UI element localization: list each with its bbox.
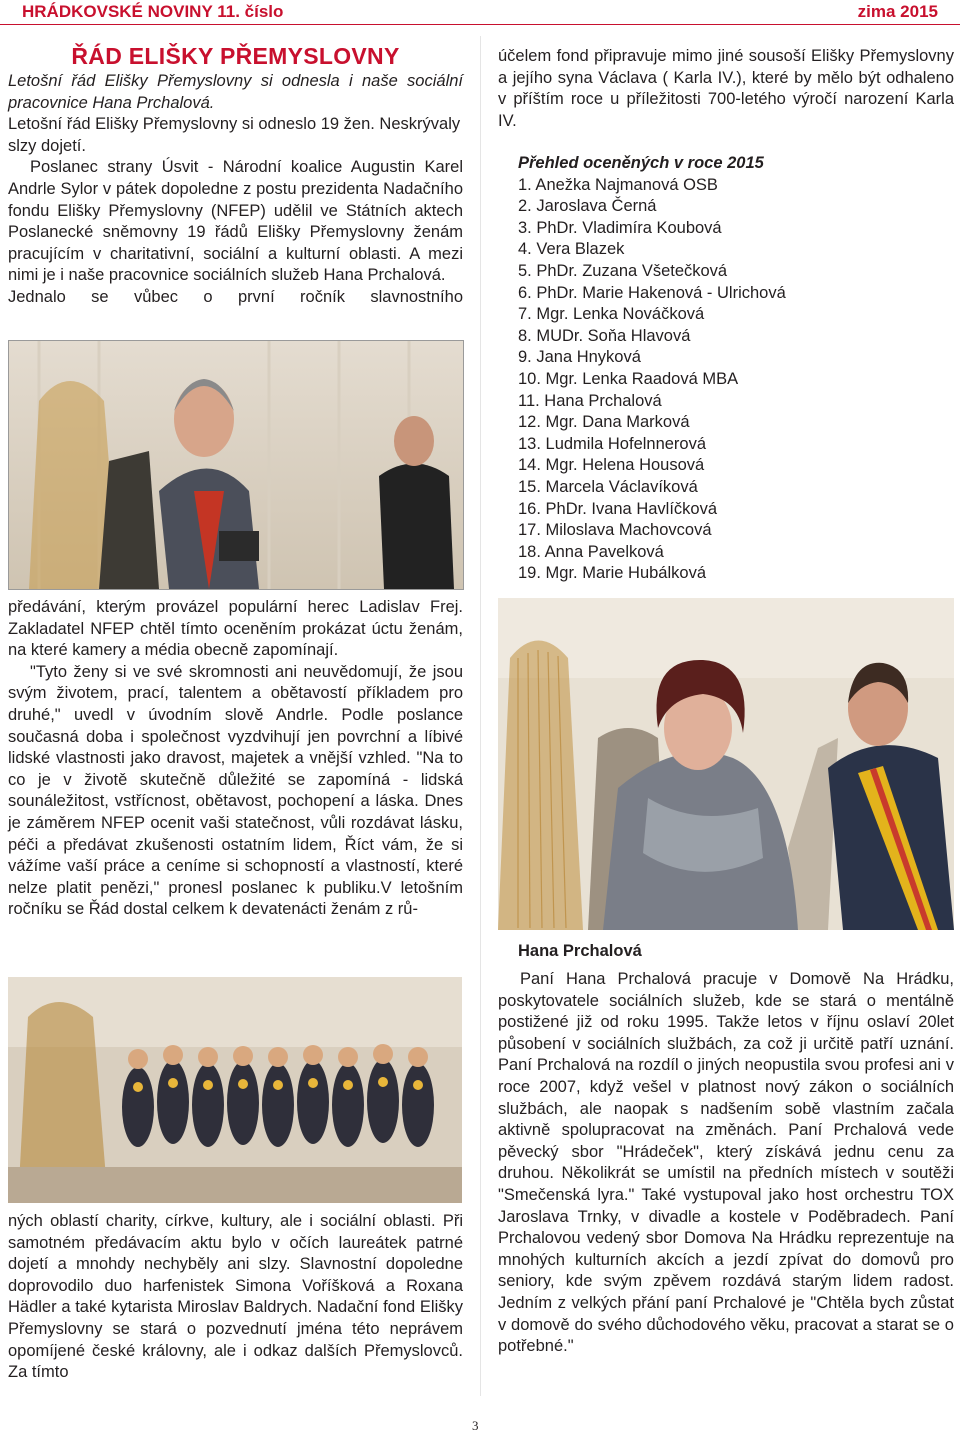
paragraph-continued: účelem fond připravuje mimo jiné sousoší Elišky Přemyslovny a jejího syna Václava ( Karla IV.), které by mělo být odhaleno v příštím roce u příležitosti 700-letého výročí narození Karla IV. [498,47,954,130]
list-item: 13. Ludmila Hofelnnerová [518,434,707,453]
caption-name: Hana Prchalová [518,942,642,960]
list-item: 5. PhDr. Zuzana Všetečková [518,261,728,280]
paragraph-1: Letošní řád Elišky Přemyslovny si odneslo 19 žen. Neskrývaly slzy dojetí. [8,115,461,155]
list-item: 2. Jaroslava Černá [518,197,657,216]
article-lead: Letošní řád Elišky Přemyslovny si odnesla i naše sociální pracovnice Hana Prchalová. [8,72,463,112]
list-item: 18. Anna Pavelková [518,542,664,561]
list-item: 6. PhDr. Marie Hakenová - Ulrichová [518,283,786,302]
list-item: 15. Marcela Václavíková [518,477,698,496]
list-item: 14. Mgr. Helena Housová [518,456,705,475]
list-item: 9. Jana Hnyková [518,348,641,367]
awardees-title: Přehled oceněných v roce 2015 [518,154,764,172]
list-item: 3. PhDr. Vladimíra Koubová [518,218,722,237]
photo-award-handover [8,340,464,590]
photo-hana-prchalova [498,598,954,930]
list-item: 4. Vera Blazek [518,240,625,259]
list-item: 8. MUDr. Soňa Hlavová [518,326,691,345]
list-item: 16. PhDr. Ivana Havlíčková [518,499,718,518]
awardees-list-block [518,153,938,585]
list-item: 19. Mgr. Marie Hubálková [518,564,707,583]
list-item: 11. Hana Prchalová [518,391,662,410]
page-number: 3 [472,1418,479,1433]
paragraph-3-end: předávání, kterým provázel populární herec Ladislav Frej. Zakladatel NFEP chtěl tímto oceněním prokázat úctu ženám, na které kamery a média obecně zapomínají. [8,598,463,660]
left-column-top [8,71,463,309]
list-item: 17. Miloslava Machovcová [518,521,712,540]
paragraph-5: ných oblastí charity, církve, kultury, ale i sociální oblasti. Při samotném předávacím aktu bylo v očích laureátek patrné dojetí a mnohdy nechyběly ani slzy. Slavnostní dopoledne doprovodilo duo harfenistek Simona Voříšková a Roxana Hädler a také kytarista Miroslav Baldrych. Nadační fond Elišky Přemyslovny se stará o pozvednutí jména této neprávem opomíjené české královny, ale i odkaz dalších Přemyslovců. Za tímto [8,1212,463,1382]
paragraph-4: "Tyto ženy si ve své skromnosti ani neuvědomují, že jsou svým životem, prací, talentem a obětavostí příkladem pro druhé," uvedl v úvodním slově Andrle. Podle poslance současná doba i společnost vyzdvihují jen povrchní a líbivé lidské vlastnosti jako dravost, majetek a vnější vzhled. "Na to co je v životě skutečně důležité se zapomíná - lidská sounáležitost, vstřícnost, obětavost, pochopení a láska. Dnes je záměrem NFEP ocenit vaši statečnost, vůli rozdávat lásku, péči a předávat zkušenosti ostatním lidem, Říct vám, že si vážíme vaší práce a ceníme si schopností a vlastností, které nelze platit penězi," pronesl poslanec k publiku.V letošním ročníku se Řád dostal celkem k devatenácti ženám z rů- [8,662,463,919]
list-item: 12. Mgr. Dana Marková [518,413,690,432]
paragraph-3-start: Jednalo se vůbec o první ročník slavnostního [8,287,463,306]
right-column-bottom [498,969,954,1358]
profile-text: Paní Hana Prchalová pracuje v Domově Na Hrádku, poskytovatele sociálních služeb, kde se stará o mentálně postižené již od roku 1995. Takže letos v říjnu oslaví 20let působení v sociálních službách, za což ji určitě patří uznání. Paní Prchalová na rozdíl o jiných neopustila svou profesi ani v roce 2007, když vešel v platnost nový zákon o sociálních službách, ale naopak s nadšením sobě vlastním začala aktivně spolupracovat na změnách. Paní Prchalová vede pěvecký sbor "Hrádeček", který získává jednu cenu za druhou. Několikrát se umístil na předních místech v soutěži "Smečenská lyra." Také vystupoval jako host orchestru TOX Jaroslava Trnky, v divadle a kostele v Poděbradech. Paní Prchalovou vedený sbor Domova Na Hrádku reprezentuje na mnohých kulturních akcích a jezdí zpívat do domovů pro seniory, kde svým zpěvem rozdává starým lidem radost. Jedním z velkých přání paní Prchalové je "Chtěla bych zůstat v domově do svého důchodového věku, pracovat a starat se o potřebné." [498,970,954,1356]
list-item: 1. Anežka Najmanová OSB [518,175,718,194]
paragraph-2: Poslanec strany Úsvit - Národní koalice Augustin Karel Andrle Sylor v pátek dopoledne z postu prezidenta Nadačního fondu Elišky Přemyslovny (NFEP) udělil ve Státních aktech Poslanecké sněmovny 19 řádů Elišky Přemyslovny ženám pracujícím v charitativní, sociální a kulturní oblasti. A mezi nimi je i naše pracovnice sociálních služeb Hana Prchalová. [8,158,463,285]
photo-group-awardees [8,977,462,1203]
list-item: 7. Mgr. Lenka Nováčková [518,305,705,324]
photo-caption [518,941,938,963]
right-column-top [498,46,954,132]
issue-season: zima 2015 [857,2,938,21]
column-divider [480,36,481,1396]
awardees-list [518,175,938,585]
article-title: ŘÁD ELIŠKY PŘEMYSLOVNY [71,43,400,69]
newspaper-title: HRÁDKOVSKÉ NOVINY 11. číslo [22,2,284,21]
left-column-middle [8,597,463,921]
list-item: 10. Mgr. Lenka Raadová MBA [518,369,739,388]
page-header [0,0,960,25]
left-column-bottom [8,1211,463,1384]
